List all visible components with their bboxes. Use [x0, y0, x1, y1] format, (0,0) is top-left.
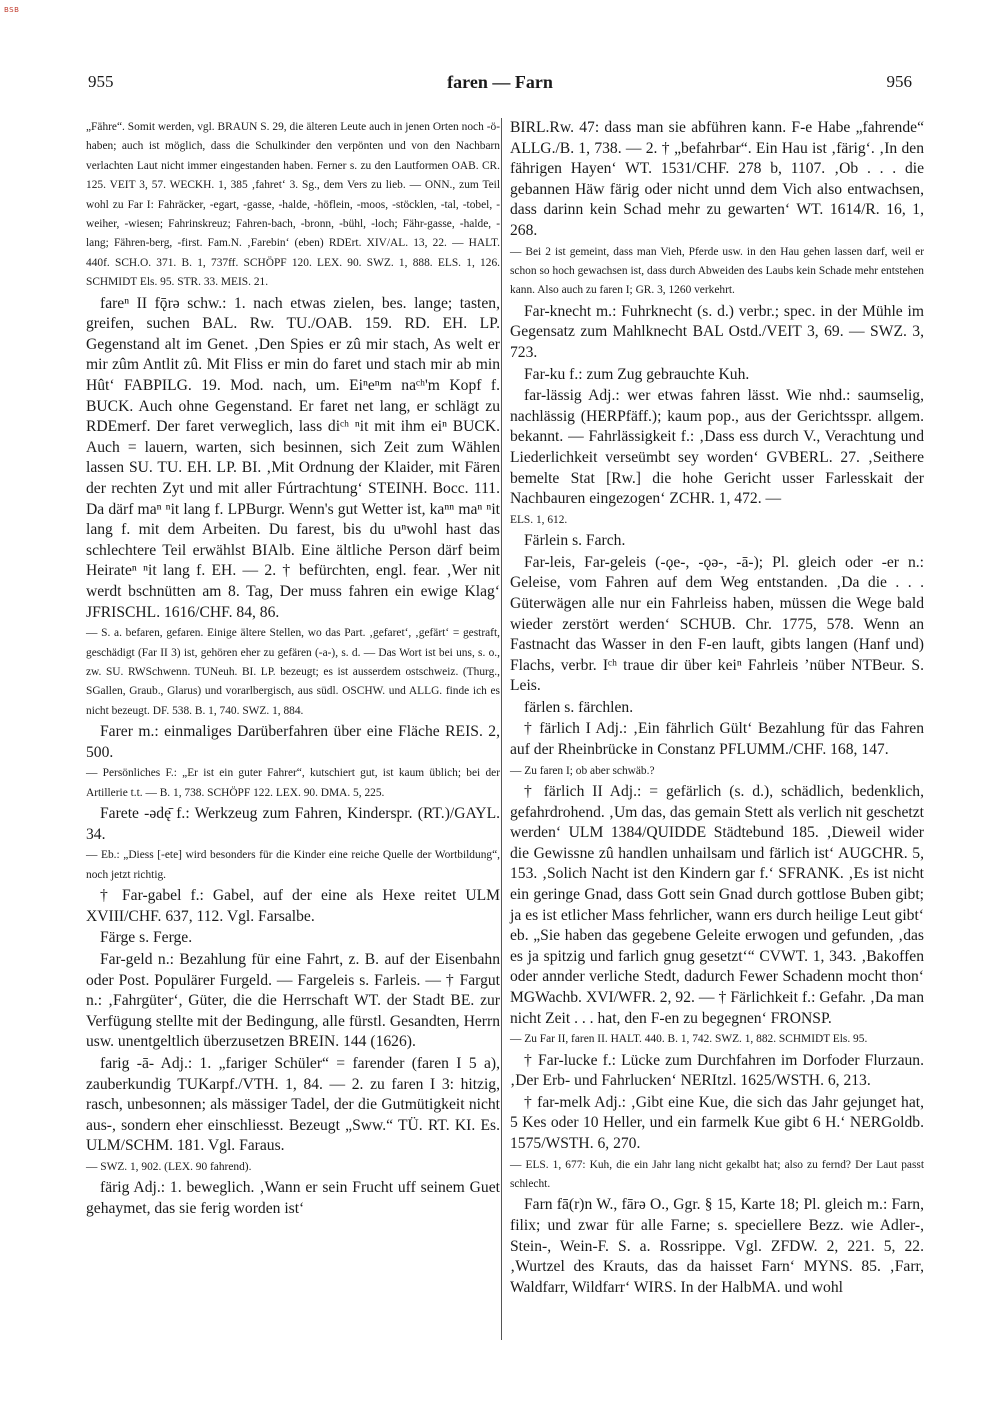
- dictionary-entry: Färlein s. Farch.: [524, 532, 626, 550]
- dictionary-note: „Fähre“. Somit werden, vgl. BRAUN S. 29, die älteren Leute auch in jenen Orten noch -ö- haben; auch ist möglich, dass die Schulkinder den verpönten und von den Nachbarn verlachten Laut nicht immer eingestanden haben. Ferner s. zu den Lautformen OAB. CR. 125. VEIT 3, 57. WECKH. 1, 385 ‚fahret‘ 3. Sg., dem Vers zu lieb. — ONN., zum Teil wohl zu Far I: Fahräcker, -egart, -gasse, -halde, -höflein, -moos, -stöcklen, -tal, -tobel, -weiher, -wiesen; Fahrinskreuz; Fahren-bach, -bronn, -bühl, -loch; Fähr-gasse, -halde, -lang; Fähren-berg, -first. Fam.N. ‚Farebin‘ (eben) RDErt. XIV/AL. 13, 22. — HALT. 440f. SCH.O. 371. B. 1, 737ff. SCHÖPF 120. LEX. 90. SWZ. 1, 888. ELS. 1, 126. SCHMIDT Els. 95. STR. 33. MEIS. 21.: [86, 121, 500, 289]
- dictionary-entry: Farete -ədę̄ f.: Werkzeug zum Fahren, Kinderspr. (RT.)/GAYL. 34.: [86, 805, 500, 843]
- dictionary-note: — ELS. 1, 677: Kuh, die ein Jahr lang nicht gekalbt hat; also zu fernd? Der Laut passt schlecht.: [510, 1158, 924, 1190]
- dictionary-note: ELS. 1, 612.: [510, 513, 568, 526]
- dictionary-entry: farig -ā- Adj.: 1. „fariger Schüler“ = farender (faren I 5 a), zauberkundig TUKarpf./VTH. 1, 84. — 2. zu faren I 3: hitzig, rasch, unbesonnen; als mässiger Tadel, der die Gutmütigkeit nicht aus-, sondern eher einschliesst. Bezeugt „Sww.“ TÜ. RT. KI. Es. ULM/SCHM. 181. Vgl. Faraus.: [86, 1054, 500, 1155]
- dictionary-entry: far-lässig Adj.: wer etwas fahren lässt. Wie nhd.: saumselig, nachlässig (HERPfäff.); kaum pop., aus der Gerichtsspr. allgem. bekannt. — Fahrlässigkeit f.: ‚Dass ess durch V., Verachtung und Liederlichkeit verseümbt sey worden‘ GVBERL. 27. ‚Seithere bemelte Stat [Rw.] die hohe Gericht usser Farlesskait der Nachbauren eingezogen‘ ZCHR. 1, 472. —: [510, 387, 924, 508]
- dictionary-note: — Bei 2 ist gemeint, dass man Vieh, Pferde usw. in den Hau gehen lassen darf, weil er schon so hoch gewachsen ist, dass durch Abweiden des Laubs kein Schade mehr entstehen kann. Also auch zu faren I; GR. 3, 1260 verkehrt.: [510, 245, 924, 297]
- column-divider: [501, 118, 502, 1340]
- dictionary-entry: Farer m.: einmaliges Darüberfahren über eine Fläche REIS. 2, 500.: [86, 723, 500, 761]
- dictionary-entry: † Far-lucke f.: Lücke zum Durchfahren im Dorfoder Flurzaun. ‚Der Erb- und Fahrlucken‘ NERItzl. 1625/WSTH. 6, 213.: [510, 1051, 924, 1090]
- running-head: faren — Farn: [447, 72, 553, 92]
- dictionary-entry: † färlich I Adj.: ‚Ein fährlich Gült‘ Bezahlung für das Fahren auf der Rheinbrücke in Constanz PFLUMM./CHF. 168, 147.: [510, 720, 924, 759]
- dictionary-entry: Far-knecht m.: Fuhrknecht (s. d.) verbr.; spec. in der Mühle im Gegensatz zum Mahlknecht BAL Ostd./VEIT 3, 69. — SWZ. 3, 723.: [510, 302, 924, 361]
- dictionary-entry: Farn fā(r)n W., fārə O., Ggr. § 15, Karte 18; Pl. gleich m.: Farn, filix; und zwar für alle Farne; s. speciellere Bezz. wie Adler-, Stein-, Wein-F. S. a. Rossrippe. Vgl. ZFDW. 2, 221. 5, 22. ‚Wurtzel des Krauts, das da haisset Farn‘ MYNS. 85. ‚Farr, Waldfarr, Wildfarr‘ WIRS. In der HalbMA. und wohl: [510, 1196, 924, 1296]
- dictionary-entry: Far-geld n.: Bezahlung für eine Fahrt, z. B. auf der Eisenbahn oder Post. Populärer Furgeld. — Fargeleis s. Farleis. — † Fargut n.: ‚Fahrgüter‘, Güter, die die Herrschaft WT. der Stadt BE. zur Verfügung stellte mit der Bedingung, alle fürstl. Gesandten, Herrn usw. unentgeltlich überzusetzen BREIN. 144 (1626).: [86, 950, 500, 1051]
- right-page-number: 956: [886, 72, 912, 91]
- left-column: [86, 118, 500, 1221]
- dictionary-note: — Zu Far II, faren II. HALT. 440. B. 1, 742. SWZ. 1, 882. SCHMIDT Els. 95.: [510, 1033, 868, 1046]
- right-column: [510, 118, 924, 1299]
- dictionary-entry: Far-ku f.: zum Zug gebrauchte Kuh.: [524, 365, 750, 383]
- dictionary-entry: färig Adj.: 1. beweglich. ‚Wann er sein Frucht uff seinem Guet gehaymet, das sie ferig worden ist‘: [86, 1179, 500, 1217]
- dictionary-entry: † Far-gabel f.: Gabel, auf der eine als Hexe reitet ULM XVIII/CHF. 637, 112. Vgl. Farsalbe.: [86, 887, 500, 925]
- left-page-number: 955: [88, 72, 114, 91]
- dictionary-note: — Eb.: „Diess [-ete] wird besonders für die Kinder eine reiche Quelle der Wortbildung“, noch jetzt richtig.: [86, 849, 500, 881]
- dictionary-entry: färlen s. färchlen.: [524, 698, 634, 716]
- dictionary-note: — Zu faren I; ob aber schwäb.?: [510, 764, 655, 777]
- dictionary-note: — SWZ. 1, 902. (LEX. 90 fahrend).: [86, 1160, 252, 1173]
- dictionary-entry: Far-leis, Far-geleis (-ǫe-, -ǫə-, -ā-); Pl. gleich oder -er n.: Geleise, vom Fahren auf dem Weg entstanden. ‚Da die . . . Güterwägen alle nur ein Fahrleiss haben, müssen die Wege bald wieder zerstört werden‘ SCHUB. Chr. 1775, 578. Wenn an Fastnacht das Wasser in den F-en lauft, gibts langen (Hanf und) Flachs, verbr. Iᶜʰ traue dir über keiⁿ Fahrleis ’nüber NTBeur. S. Leis.: [510, 553, 924, 695]
- dictionary-note: — Persönliches F.: „Er ist ein guter Fahrer“, kutschiert gut, ist kaum üblich; bei der Artillerie t.t. — B. 1, 738. SCHÖPF 122. LEX. 90. DMA. 5, 225.: [86, 767, 500, 799]
- dictionary-entry: Färge s. Ferge.: [100, 929, 193, 947]
- library-stamp: BSB: [4, 6, 20, 14]
- dictionary-entry: fareⁿ II fǭrə schw.: 1. nach etwas zielen, bes. lange; tasten, greifen, suchen BAL. Rw. TU./OAB. 159. RD. EH. LP. Gegenstand alt im Genet. ‚Den Spies er zû mir stach, As welt er mir zûm Antlit zû. Mit Fliss er min do faret und stach mir ab min Hût‘ FABPILG. 19. Mod. nach, um. Eiⁿeⁿm naᶜʰ'm Kopf f. BUCK. Auch ohne Gegenstand. Er faret net lang, er schlägt zu RDEmerf. Der faret verweglich, lass diᶜʰ ⁿit mit ihm eiⁿ BUCK. Auch = lauern, warten, sich besinnen, sich Zeit zum Wählen lassen SU. TU. EH. LP. BI. ‚Mit Ordnung der Klaider, mit Fären der rechten Zyt und mit aller Fúrtrachtung‘ STEINH. Bocc. 111. Da därf maⁿ ⁿit lang f. LPBurgr. Wenn's gut Wetter ist, kaⁿⁿ maⁿ ⁿit lang f. mit dem Arbeiten. Du farest, bis du uⁿwohl hast das schlechtere Teil erwählst BIAlb. Eine ältliche Person därf beim Heirateⁿ ⁿit lang f. EH. — 2. † befürchten, engl. fear. ‚Wer nit werdt bschnütten am 8. Tag, Der muss fahren ein ewige Klag‘ JFRISCHL. 1616/CHF. 84, 86.: [86, 294, 500, 621]
- dictionary-note: — S. a. befaren, gefaren. Einige ältere Stellen, wo das Part. ‚gefaret‘, ‚gefärt‘ = gestraft, geschädigt (Far II 3) ist, gehören eher zu gefären (-a-), s. d. — Das Wort ist bei uns, s. o., zw. SU. RWSchwenn. TUNeuh. BI. LP. bezeugt; es ist ausserdem ostschweiz. (Thurg., SGallen, Graub., Glarus) und vorarlbergisch, aus südl. OSCHW. und ALLG. finde ich es nicht bezeugt. DF. 538. B. 1, 740. SWZ. 1, 884.: [86, 627, 500, 717]
- dictionary-entry: † färlich II Adj.: = gefärlich (s. d.), schädlich, bedenklich, gefahrdrohend. ‚Um das, das gemain Stett als verlich nit geschetzt werden‘ ULM 1384/QUIDDE Städtebund 185. ‚Dieweil wider die Gewissne zû handlen unhailsam und färlich ist‘ AUGCHR. 5, 153. ‚Solich Nacht ist den Kindern gar f.‘ SFRANK. ‚Es ist nicht ein geringe Gnad, dass Gott sein Gnad durch gottlose Buben gibt; ja es ist etlicher Mass fehrlicher, wann ers durch heilige Leut gibt‘ eb. „Sie haben das gegebene Geleite erwogen und gefunden, ‚das es ja spitzig und farlich gnug gesetzt‘“ CVWT. 1, 343. ‚Bakoffen oder annder verliche Stedt, dadurch Fewer Schadenn mocht thon‘ MGWachb. XVI/WFR. 2, 92. — † Färlichkeit f.: Gefahr. ‚Da man nicht Zeit . . . hat, den F-en zu begegnen‘ FRONSP.: [510, 783, 924, 1027]
- dictionary-entry: BIRL.Rw. 47: dass man sie abführen kann. F-e Habe „fahrende“ ALLG./B. 1, 738. — 2. † „befahrbar“. Ein Hau ist ‚färig‘. ‚In den fährigen Hayen‘ WT. 1531/CHF. 278 b, 1107. ‚Ob . . . die gebannen Häw färig oder nicht unnd dem Vich also entwachsen, dass darinn kein Schad mehr zu gewarten‘ WT. 1614/R. 16, 1, 268.: [510, 119, 924, 239]
- dictionary-entry: † far-melk Adj.: ‚Gibt eine Kue, die sich das Jahr gejunget hat, 5 Kes oder 10 Heller, und ein farmelk Kue gibt 6 H.‘ NERGoldb. 1575/WSTH. 6, 270.: [510, 1093, 924, 1152]
